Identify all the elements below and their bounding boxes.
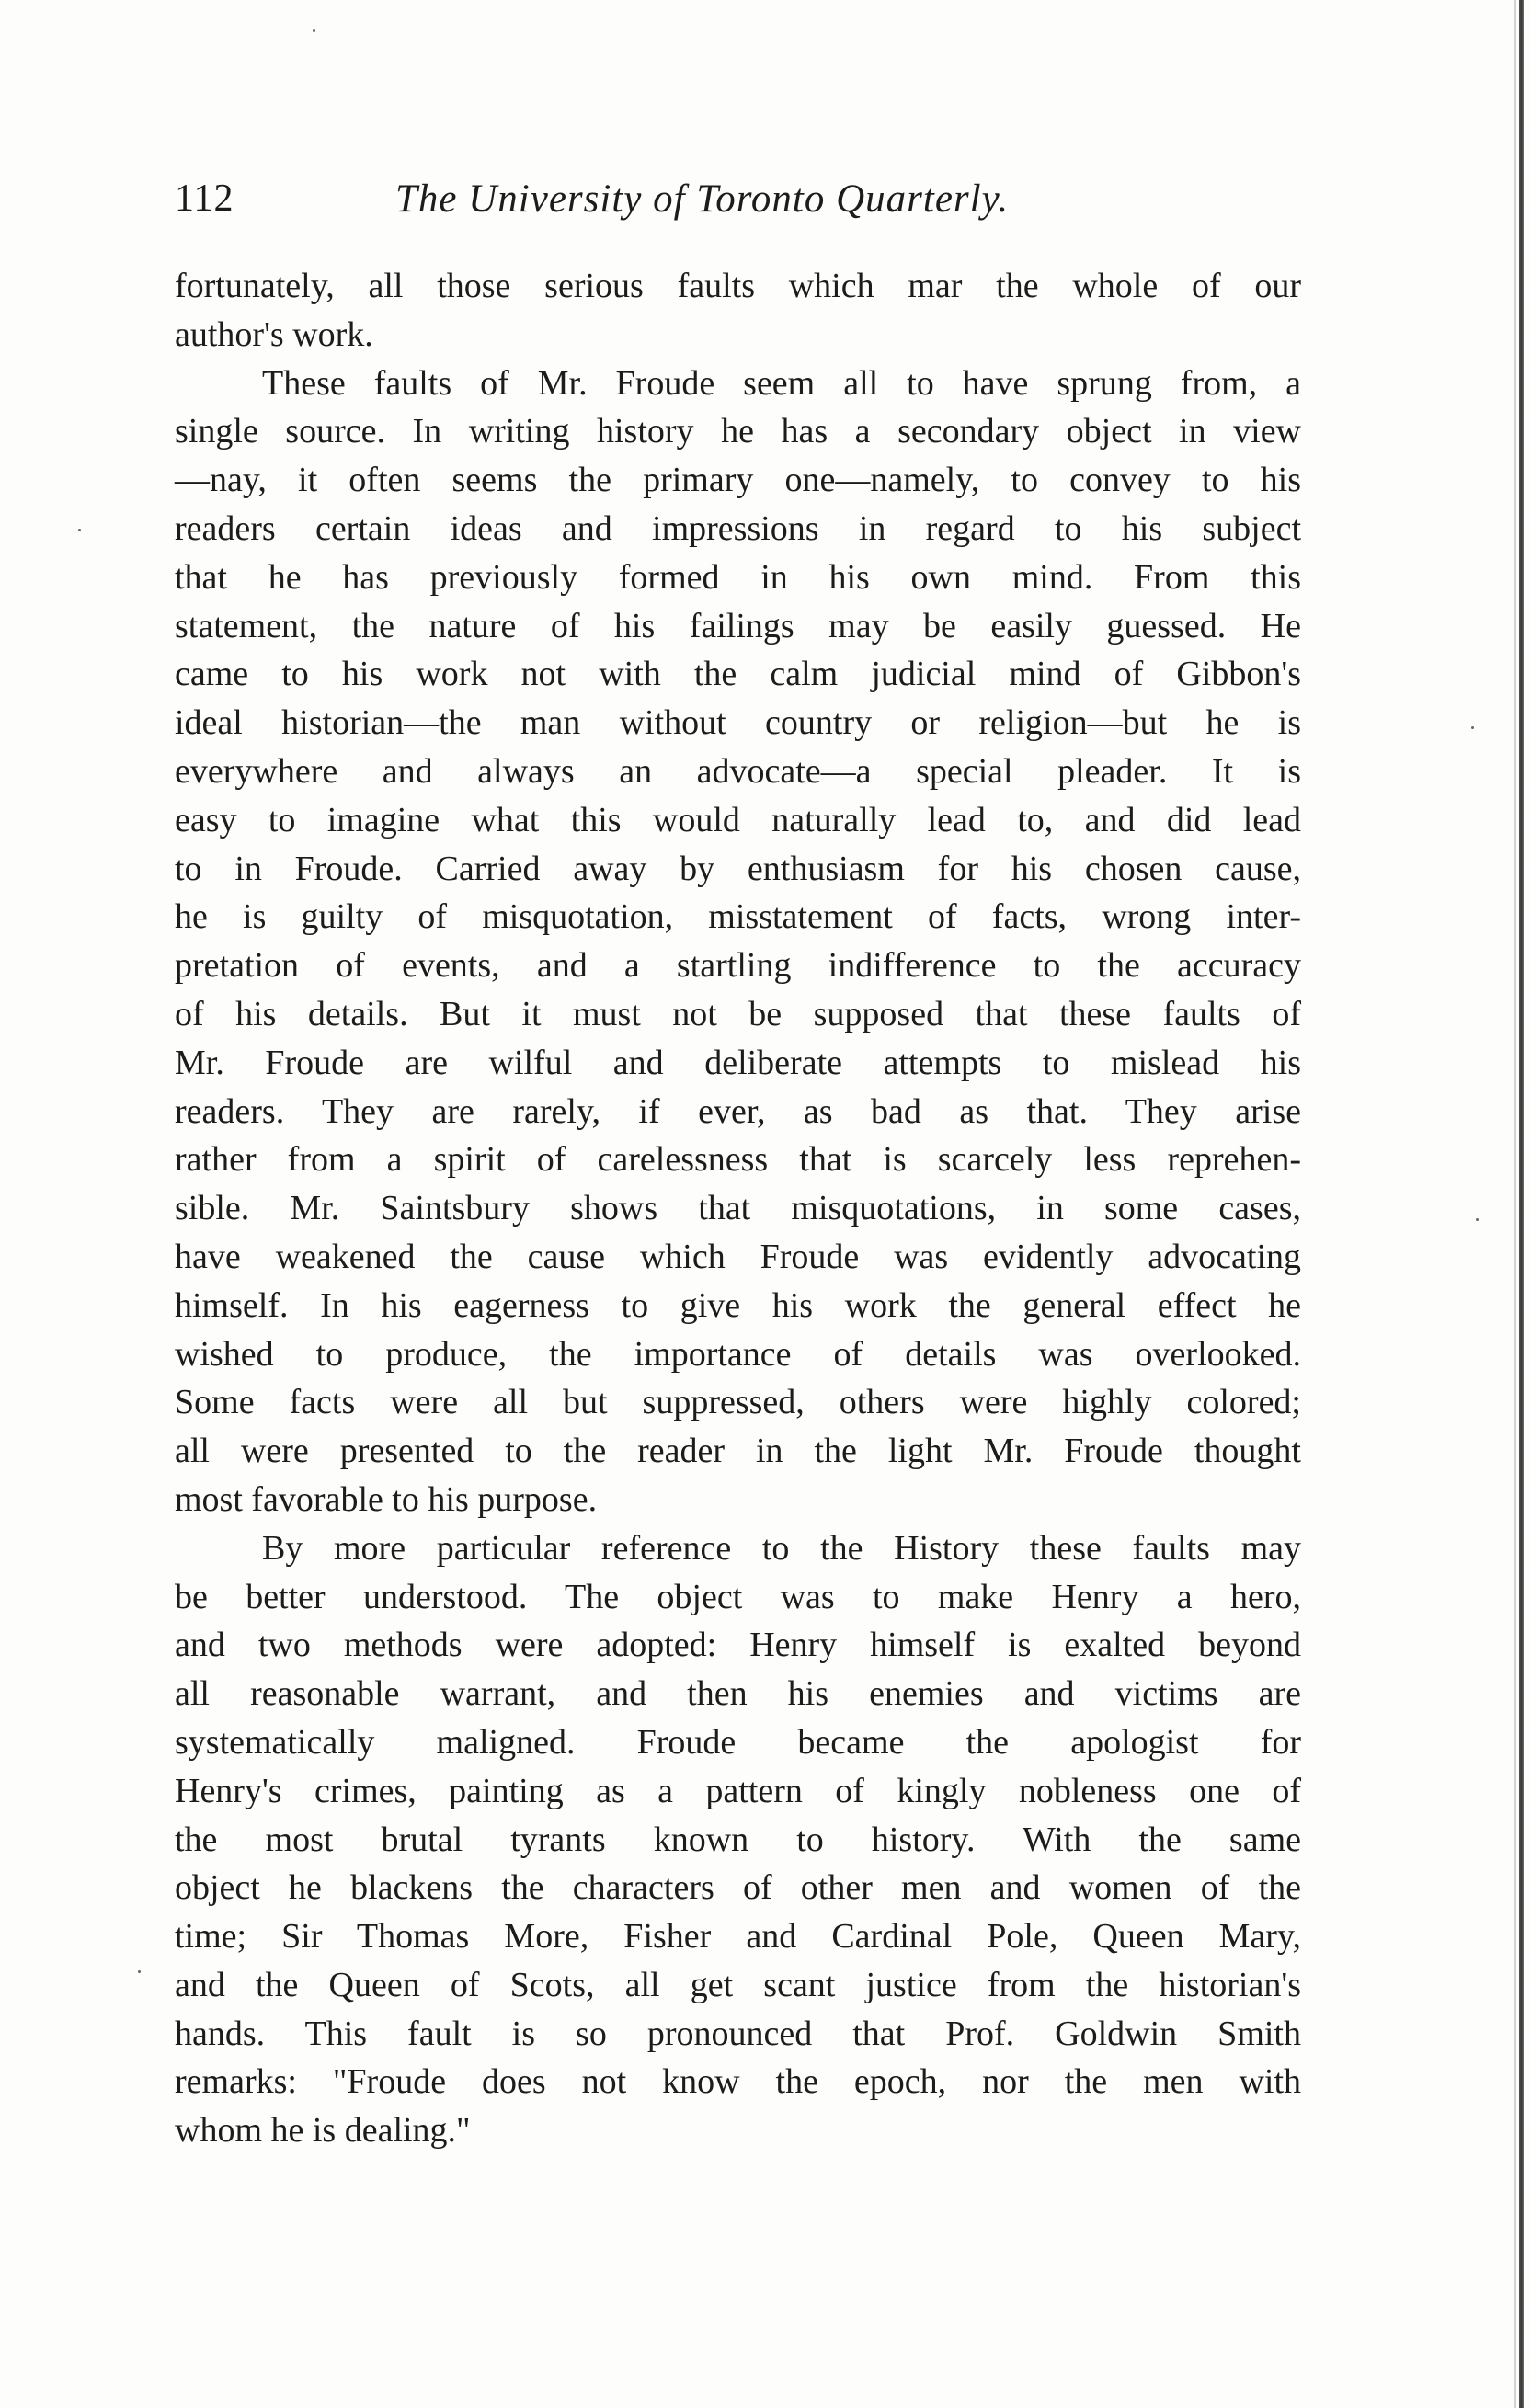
text-line: rather from a spirit of carelessness that is scarcely less reprehen- bbox=[175, 1140, 1301, 1180]
text-line: everywhere and always an advocate—a special pleader. It is bbox=[175, 751, 1301, 791]
text-line: all were presented to the reader in the light Mr. Froude thought bbox=[175, 1432, 1301, 1471]
text-line: have weakened the cause which Froude was evidently advocating bbox=[175, 1237, 1301, 1276]
text-line: —nay, it often seems the primary one—namely, to convey to his bbox=[175, 461, 1301, 500]
text-line: Mr. Froude are wilful and deliberate attempts to mislead his bbox=[175, 1043, 1301, 1082]
text-line: By more particular reference to the History these faults may bbox=[262, 1528, 1301, 1568]
running-header bbox=[175, 177, 1301, 232]
text-line: statement, the nature of his failings may be easily guessed. He bbox=[175, 606, 1301, 645]
text-line: object he blackens the characters of other men and women of the bbox=[175, 1868, 1301, 1908]
text-line: Some facts were all but suppressed, others were highly colored; bbox=[175, 1383, 1301, 1422]
text-line: that he has previously formed in his own mind. From this bbox=[175, 557, 1301, 597]
text-line: be better understood. The object was to make Henry a hero, bbox=[175, 1577, 1301, 1616]
text-line: remarks: "Froude does not know the epoch, nor the men with bbox=[175, 2062, 1301, 2102]
print-speck bbox=[138, 1970, 141, 1973]
text-line: wished to produce, the importance of details was overlooked. bbox=[175, 1334, 1301, 1374]
print-speck bbox=[78, 529, 81, 531]
text-line: and the Queen of Scots, all get scant justice from the historian's bbox=[175, 1965, 1301, 2004]
text-line: himself. In his eagerness to give his work the general effect he bbox=[175, 1285, 1301, 1325]
text-line: to in Froude. Carried away by enthusiasm for his chosen cause, bbox=[175, 849, 1301, 888]
paragraph bbox=[175, 262, 1301, 359]
text-line: of his details. But it must not be supposed that these faults of bbox=[175, 994, 1301, 1033]
text-line: systematically maligned. Froude became the apologist for bbox=[175, 1722, 1301, 1762]
text-line: and two methods were adopted: Henry himself is exalted beyond bbox=[175, 1626, 1301, 1665]
page-number: 112 bbox=[175, 177, 234, 220]
text-line: most favorable to his purpose. bbox=[175, 1479, 598, 1519]
text-line: sible. Mr. Saintsbury shows that misquotations, in some cases, bbox=[175, 1189, 1301, 1228]
text-line: readers certain ideas and impressions in regard to his subject bbox=[175, 508, 1301, 548]
text-line: whom he is dealing." bbox=[175, 2111, 471, 2151]
text-line: the most brutal tyrants known to history. With the same bbox=[175, 1820, 1301, 1859]
page-binding-edge bbox=[1519, 0, 1524, 2408]
paragraph bbox=[175, 1524, 1301, 2155]
text-line: time; Sir Thomas More, Fisher and Cardinal Pole, Queen Mary, bbox=[175, 1917, 1301, 1957]
text-line: pretation of events, and a startling indifference to the accuracy bbox=[175, 946, 1301, 986]
text-line: all reasonable warrant, and then his enemies and victims are bbox=[175, 1674, 1301, 1714]
running-title: The University of Toronto Quarterly. bbox=[395, 177, 1010, 221]
body-text bbox=[175, 262, 1301, 2155]
text-line: came to his work not with the calm judicial mind of Gibbon's bbox=[175, 655, 1301, 694]
print-speck bbox=[313, 29, 315, 32]
text-line: he is guilty of misquotation, misstatement of facts, wrong inter- bbox=[175, 897, 1301, 937]
text-line: easy to imagine what this would naturally lead to, and did lead bbox=[175, 800, 1301, 839]
text-line: author's work. bbox=[175, 314, 373, 354]
text-line: These faults of Mr. Froude seem all to have sprung from, a bbox=[262, 363, 1301, 403]
text-line: hands. This fault is so pronounced that Prof. Goldwin Smith bbox=[175, 2014, 1301, 2053]
text-line: single source. In writing history he has a secondary object in view bbox=[175, 412, 1301, 451]
text-line: Henry's crimes, painting as a pattern of kingly nobleness one of bbox=[175, 1771, 1301, 1810]
page-binding-shadow bbox=[1514, 0, 1516, 2408]
text-line: ideal historian—the man without country or religion—but he is bbox=[175, 703, 1301, 743]
print-speck bbox=[1476, 1218, 1479, 1221]
text-line: readers. They are rarely, if ever, as bad as that. They arise bbox=[175, 1091, 1301, 1131]
paragraph bbox=[175, 359, 1301, 1524]
print-speck bbox=[1471, 726, 1474, 729]
text-line: fortunately, all those serious faults which mar the whole of our bbox=[175, 267, 1301, 305]
